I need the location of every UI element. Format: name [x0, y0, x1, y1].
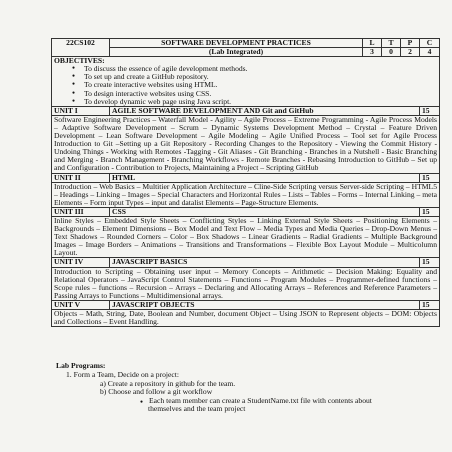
objectives-list [54, 65, 437, 105]
col-p: P [401, 39, 420, 48]
val-c: 4 [420, 48, 440, 57]
col-c: C [420, 39, 440, 48]
unit-title: HTML [110, 173, 420, 182]
objective-item: ● To discuss the essence of agile development methods. [84, 65, 437, 73]
val-p: 2 [401, 48, 420, 57]
unit-label: UNIT IV [52, 258, 110, 267]
course-title: SOFTWARE DEVELOPMENT PRACTICES [110, 39, 363, 48]
unit-label: UNIT V [52, 300, 110, 309]
unit-label: UNIT II [52, 173, 110, 182]
unit-title: CSS [110, 207, 420, 216]
course-subtitle: (Lab Integrated) [110, 48, 363, 57]
lab-item-1: 1. Form a Team, Decide on a project: [66, 370, 179, 379]
unit-body: Software Engineering Practices – Waterfall Model - Agility – Agile Process – Extreme Programming - Agile Process Models – Adaptive Software Development – Scrum – Dynamic Systems Development Method – Crystal – Feature Driven Development – Lean Software Development – Agile Modeling – Agile Unified Process – Tool set for Agile Process Introduction to Git –Setting up a Git Repository - Recording Changes to the Repository - Viewing the Commit History - Undoing Things - Working with Remotes -Tagging - Git Aliases - Git Branching - Branches in a Nutshell - Basic Branching and Merging - Branch Management - Branching Workflows - Remote Branches - Rebasing Introduction to GitHub – Set up and Configuration - Contribution to Projects, Maintaining a Project – Scripting GitHub [52, 115, 440, 173]
col-t: T [382, 39, 401, 48]
lab-programs-heading: Lab Programs: [56, 361, 106, 370]
unit-4-header [52, 258, 440, 267]
unit-title: JAVASCRIPT BASICS [110, 258, 420, 267]
unit-hours: 15 [420, 207, 440, 216]
unit-hours: 15 [420, 106, 440, 115]
syllabus-table-frame [51, 38, 439, 358]
unit-1-body-row [52, 115, 440, 173]
unit-title: JAVASCRIPT OBJECTS [110, 300, 420, 309]
unit-1-header [52, 106, 440, 115]
unit-3-body-row [52, 216, 440, 257]
unit-hours: 15 [420, 258, 440, 267]
unit-body: Inline Styles – Embedded Style Sheets – Conflicting Styles – Linking External Style Sheets – Positioning Elements – Backgrounds – Element Dimensions – Box Model and Text Flow – Media Types and Media Queries – Drop-Down Menus – Text Shadows – Rounded Corners – Color – Box Shadows – Linear Gradients – Radial Gradients – Multiple Background Images – Image Borders – Animations – Transitions and Transformations – Flexible Box Layout Module – Multicolumn Layout. [52, 216, 440, 257]
lab-bullet-continuation: themselves and the team project [148, 404, 246, 413]
lab-bullet-text: Each team member can create a StudentName.txt file with contents about [149, 396, 372, 405]
objective-item: ● To set up and create a GitHub repository. [84, 73, 437, 81]
syllabus-table [51, 38, 440, 327]
bullet-icon: ● [140, 400, 144, 405]
objectives-heading: OBJECTIVES: [54, 56, 105, 66]
lab-subitem-b: b) Choose and follow a git workflow [100, 387, 213, 396]
unit-4-body-row [52, 267, 440, 300]
course-code: 22CS102 [52, 39, 110, 57]
col-l: L [363, 39, 382, 48]
objectives-cell [52, 57, 440, 107]
course-subheader-row [52, 48, 440, 57]
unit-5-body-row [52, 310, 440, 327]
unit-hours: 15 [420, 173, 440, 182]
unit-title: AGILE SOFTWARE DEVELOPMENT AND Git and GitHub [110, 106, 420, 115]
unit-label: UNIT III [52, 207, 110, 216]
unit-label: UNIT I [52, 106, 110, 115]
unit-hours: 15 [420, 300, 440, 309]
objectives-row [52, 57, 440, 107]
unit-2-body-row [52, 182, 440, 207]
lab-subitem-a: a) Create a repository in github for the team. [100, 379, 236, 388]
unit-2-header [52, 173, 440, 182]
objective-item: ● To design interactive websites using CSS. [84, 90, 437, 98]
unit-body: Objects – Math, String, Date, Boolean and Number, document Object – Using JSON to Represent objects – DOM: Objects and Collections – Event Handling. [52, 310, 440, 327]
unit-body: Introduction – Web Basics – Multitier Application Architecture – Cline-Side Scripting versus Server-side Scripting – HTML5 – Headings – Linking – Images – Special Characters and Horizontal Rules – Lists – Tables – Forms – Internal Linking – meta Elements – Form input Types – input and datalist Elements – Page-Structure Elements. [52, 182, 440, 207]
objective-item: ● To develop dynamic web page using Java script. [84, 98, 437, 106]
val-l: 3 [363, 48, 382, 57]
unit-body: Introduction to Scripting – Obtaining user input – Memory Concepts – Arithmetic – Decision Making: Equality and Relational Operators – JavaScript Control Statements – Functions – Program Modules – Programmer-defined functions – Scope rules – functions – Recursion – Arrays – Declaring and Allocating Arrays – References and Reference Parameters – Passing Arrays to Functions – Multidimensional arrays. [52, 267, 440, 300]
objective-item: ● To create interactive websites using HTML. [84, 81, 437, 89]
val-t: 0 [382, 48, 401, 57]
